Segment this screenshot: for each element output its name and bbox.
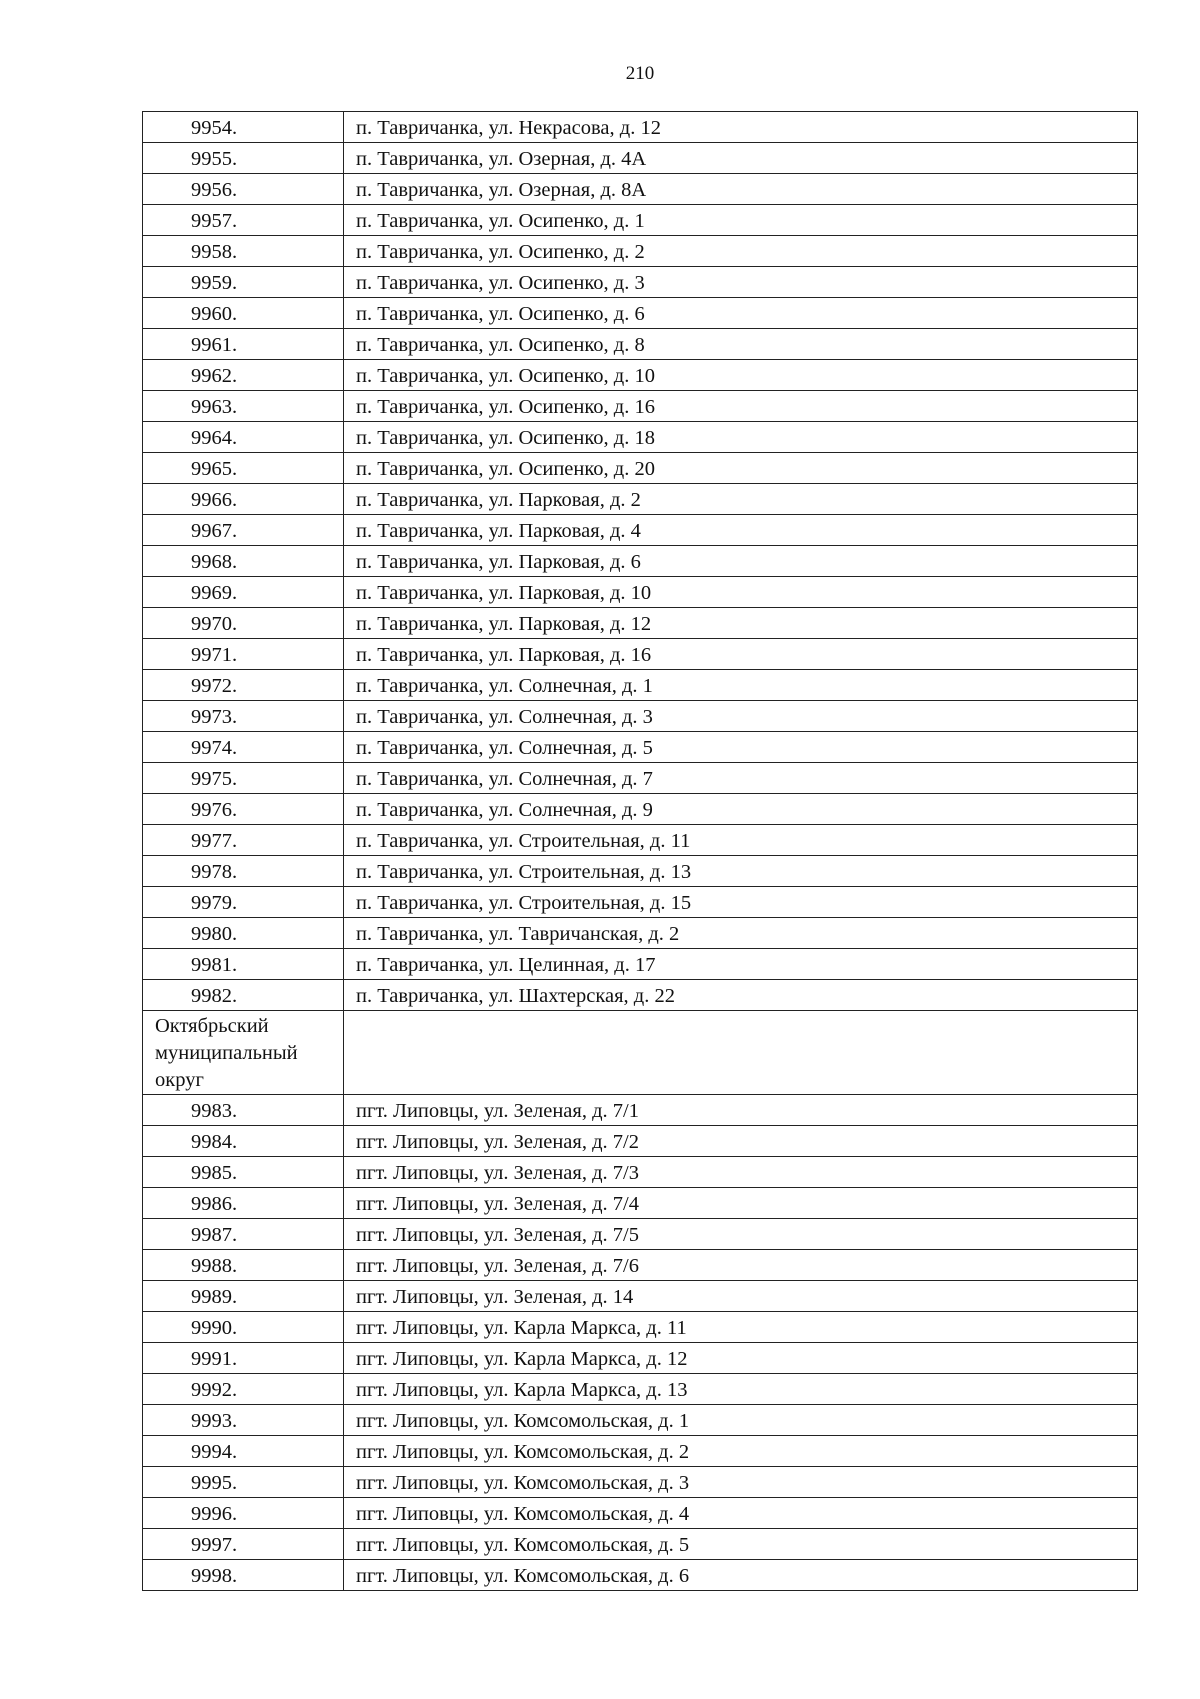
table-row (143, 949, 1138, 980)
address-cell: п. Тавричанка, ул. Строительная, д. 13 (344, 856, 1138, 887)
address-cell: п. Тавричанка, ул. Солнечная, д. 5 (344, 732, 1138, 763)
address-cell: пгт. Липовцы, ул. Комсомольская, д. 5 (344, 1529, 1138, 1560)
address-cell: п. Тавричанка, ул. Осипенко, д. 18 (344, 422, 1138, 453)
table-row (143, 1467, 1138, 1498)
table-row (143, 1374, 1138, 1405)
address-cell: пгт. Липовцы, ул. Комсомольская, д. 6 (344, 1560, 1138, 1591)
row-number-cell: 9957. (143, 205, 344, 236)
table-row (143, 205, 1138, 236)
district-name-line-1: Октябрьский (155, 1015, 269, 1037)
address-cell: пгт. Липовцы, ул. Комсомольская, д. 2 (344, 1436, 1138, 1467)
table-row (143, 701, 1138, 732)
table-row (143, 670, 1138, 701)
table-row (143, 1281, 1138, 1312)
address-cell: пгт. Липовцы, ул. Зеленая, д. 7/5 (344, 1219, 1138, 1250)
row-number-cell: 9961. (143, 329, 344, 360)
table-row (143, 1343, 1138, 1374)
address-cell: п. Тавричанка, ул. Парковая, д. 4 (344, 515, 1138, 546)
table-row (143, 1095, 1138, 1126)
district-name-cell (143, 1011, 344, 1095)
table-row (143, 794, 1138, 825)
row-number-cell: 9956. (143, 174, 344, 205)
table-row (143, 1188, 1138, 1219)
row-number-cell: 9971. (143, 639, 344, 670)
district-name-line-2: муниципальный (155, 1042, 298, 1064)
address-cell: п. Тавричанка, ул. Озерная, д. 8А (344, 174, 1138, 205)
address-cell: п. Тавричанка, ул. Парковая, д. 16 (344, 639, 1138, 670)
address-cell: п. Тавричанка, ул. Парковая, д. 10 (344, 577, 1138, 608)
row-number-cell: 9975. (143, 763, 344, 794)
address-cell: п. Тавричанка, ул. Парковая, д. 12 (344, 608, 1138, 639)
address-cell: пгт. Липовцы, ул. Карла Маркса, д. 12 (344, 1343, 1138, 1374)
address-cell: п. Тавричанка, ул. Озерная, д. 4А (344, 143, 1138, 174)
table-row (143, 763, 1138, 794)
row-number-cell: 9962. (143, 360, 344, 391)
table-row (143, 1436, 1138, 1467)
table-row (143, 856, 1138, 887)
table-row (143, 639, 1138, 670)
address-table (142, 111, 1138, 1591)
address-cell: п. Тавричанка, ул. Солнечная, д. 1 (344, 670, 1138, 701)
row-number-cell: 9954. (143, 112, 344, 143)
address-table-body-part2 (143, 1095, 1138, 1591)
row-number-cell: 9976. (143, 794, 344, 825)
row-number-cell: 9978. (143, 856, 344, 887)
row-number-cell: 9992. (143, 1374, 344, 1405)
row-number-cell: 9998. (143, 1560, 344, 1591)
address-cell: пгт. Липовцы, ул. Зеленая, д. 7/2 (344, 1126, 1138, 1157)
address-cell: пгт. Липовцы, ул. Комсомольская, д. 1 (344, 1405, 1138, 1436)
table-row (143, 887, 1138, 918)
address-cell: пгт. Липовцы, ул. Зеленая, д. 7/6 (344, 1250, 1138, 1281)
table-row (143, 1560, 1138, 1591)
address-cell: п. Тавричанка, ул. Парковая, д. 2 (344, 484, 1138, 515)
table-row (143, 329, 1138, 360)
row-number-cell: 9963. (143, 391, 344, 422)
row-number-cell: 9959. (143, 267, 344, 298)
address-cell: п. Тавричанка, ул. Шахтерская, д. 22 (344, 980, 1138, 1011)
table-row (143, 453, 1138, 484)
table-row (143, 484, 1138, 515)
table-row (143, 980, 1138, 1011)
row-number-cell: 9968. (143, 546, 344, 577)
address-cell: п. Тавричанка, ул. Осипенко, д. 16 (344, 391, 1138, 422)
district-section (143, 1011, 1138, 1095)
table-row (143, 918, 1138, 949)
row-number-cell: 9985. (143, 1157, 344, 1188)
address-cell: п. Тавричанка, ул. Осипенко, д. 6 (344, 298, 1138, 329)
address-cell: пгт. Липовцы, ул. Комсомольская, д. 3 (344, 1467, 1138, 1498)
table-row (143, 267, 1138, 298)
table-row (143, 391, 1138, 422)
row-number-cell: 9987. (143, 1219, 344, 1250)
row-number-cell: 9981. (143, 949, 344, 980)
row-number-cell: 9982. (143, 980, 344, 1011)
row-number-cell: 9983. (143, 1095, 344, 1126)
row-number-cell: 9958. (143, 236, 344, 267)
district-row (143, 1011, 1138, 1095)
address-cell: пгт. Липовцы, ул. Комсомольская, д. 4 (344, 1498, 1138, 1529)
page-number: 210 (625, 63, 655, 84)
table-row (143, 546, 1138, 577)
address-cell: п. Тавричанка, ул. Осипенко, д. 8 (344, 329, 1138, 360)
address-cell: пгт. Липовцы, ул. Зеленая, д. 7/4 (344, 1188, 1138, 1219)
table-row (143, 298, 1138, 329)
table-row (143, 608, 1138, 639)
table-row (143, 1405, 1138, 1436)
row-number-cell: 9979. (143, 887, 344, 918)
table-row (143, 732, 1138, 763)
address-cell: пгт. Липовцы, ул. Зеленая, д. 7/3 (344, 1157, 1138, 1188)
table-row (143, 236, 1138, 267)
row-number-cell: 9980. (143, 918, 344, 949)
row-number-cell: 9969. (143, 577, 344, 608)
address-cell: п. Тавричанка, ул. Строительная, д. 11 (344, 825, 1138, 856)
address-cell: п. Тавричанка, ул. Парковая, д. 6 (344, 546, 1138, 577)
row-number-cell: 9995. (143, 1467, 344, 1498)
address-cell: п. Тавричанка, ул. Тавричанская, д. 2 (344, 918, 1138, 949)
table-row (143, 515, 1138, 546)
row-number-cell: 9967. (143, 515, 344, 546)
table-row (143, 360, 1138, 391)
table-row (143, 422, 1138, 453)
table-row (143, 1157, 1138, 1188)
row-number-cell: 9993. (143, 1405, 344, 1436)
row-number-cell: 9964. (143, 422, 344, 453)
row-number-cell: 9970. (143, 608, 344, 639)
address-cell: пгт. Липовцы, ул. Карла Маркса, д. 11 (344, 1312, 1138, 1343)
table-row (143, 825, 1138, 856)
table-row (143, 143, 1138, 174)
table-row (143, 174, 1138, 205)
row-number-cell: 9965. (143, 453, 344, 484)
address-cell: п. Тавричанка, ул. Осипенко, д. 10 (344, 360, 1138, 391)
table-row (143, 1529, 1138, 1560)
row-number-cell: 9966. (143, 484, 344, 515)
row-number-cell: 9991. (143, 1343, 344, 1374)
table-row (143, 1250, 1138, 1281)
table-row (143, 112, 1138, 143)
table-row (143, 1312, 1138, 1343)
address-cell: пгт. Липовцы, ул. Зеленая, д. 14 (344, 1281, 1138, 1312)
table-row (143, 1126, 1138, 1157)
district-empty-cell (344, 1011, 1138, 1095)
address-cell: п. Тавричанка, ул. Осипенко, д. 2 (344, 236, 1138, 267)
row-number-cell: 9955. (143, 143, 344, 174)
address-cell: пгт. Липовцы, ул. Карла Маркса, д. 13 (344, 1374, 1138, 1405)
address-table-body-part1 (143, 112, 1138, 1011)
address-cell: п. Тавричанка, ул. Целинная, д. 17 (344, 949, 1138, 980)
row-number-cell: 9972. (143, 670, 344, 701)
table-row (143, 577, 1138, 608)
address-cell: п. Тавричанка, ул. Солнечная, д. 7 (344, 763, 1138, 794)
address-cell: п. Тавричанка, ул. Осипенко, д. 1 (344, 205, 1138, 236)
row-number-cell: 9994. (143, 1436, 344, 1467)
row-number-cell: 9989. (143, 1281, 344, 1312)
row-number-cell: 9974. (143, 732, 344, 763)
address-cell: п. Тавричанка, ул. Осипенко, д. 20 (344, 453, 1138, 484)
address-cell: пгт. Липовцы, ул. Зеленая, д. 7/1 (344, 1095, 1138, 1126)
table-row (143, 1219, 1138, 1250)
address-cell: п. Тавричанка, ул. Солнечная, д. 3 (344, 701, 1138, 732)
table-row (143, 1498, 1138, 1529)
row-number-cell: 9988. (143, 1250, 344, 1281)
row-number-cell: 9973. (143, 701, 344, 732)
address-cell: п. Тавричанка, ул. Осипенко, д. 3 (344, 267, 1138, 298)
address-cell: п. Тавричанка, ул. Строительная, д. 15 (344, 887, 1138, 918)
district-name-line-3: округ (155, 1069, 204, 1091)
row-number-cell: 9977. (143, 825, 344, 856)
row-number-cell: 9990. (143, 1312, 344, 1343)
row-number-cell: 9960. (143, 298, 344, 329)
row-number-cell: 9986. (143, 1188, 344, 1219)
row-number-cell: 9984. (143, 1126, 344, 1157)
address-cell: п. Тавричанка, ул. Солнечная, д. 9 (344, 794, 1138, 825)
row-number-cell: 9997. (143, 1529, 344, 1560)
row-number-cell: 9996. (143, 1498, 344, 1529)
address-cell: п. Тавричанка, ул. Некрасова, д. 12 (344, 112, 1138, 143)
